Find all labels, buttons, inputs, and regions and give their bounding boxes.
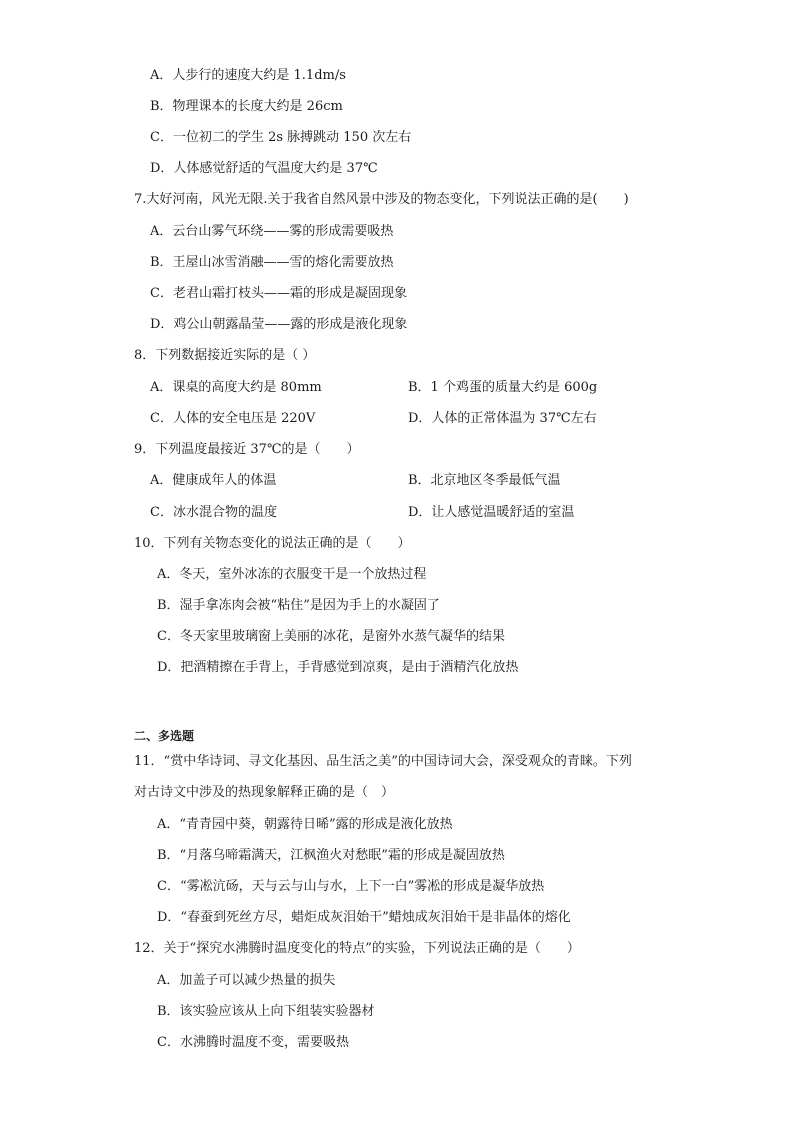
section-title-multiple-choice: 二、多选题 (134, 729, 195, 743)
q10-option-c: C．冬天家里玻璃窗上美丽的冰花，是窗外水蒸气凝华的结果 (157, 629, 505, 644)
q11-option-d: D．“春蚕到死丝方尽，蜡炬成灰泪始干”蜡烛成灰泪始干是非晶体的熔化 (157, 910, 571, 925)
q10-option-a: A．冬天，室外冰冻的衣服变干是一个放热过程 (157, 567, 427, 582)
q10-option-b: B．湿手拿冻肉会被“粘住”是因为手上的水凝固了 (157, 598, 440, 613)
q8-option-d: D．人体的正常体温为 37℃左右 (408, 411, 597, 426)
q9-option-d: D．让人感觉温暖舒适的室温 (408, 505, 575, 520)
q9-option-b: B．北京地区冬季最低气温 (408, 473, 561, 488)
q8-option-a: A．课桌的高度大约是 80mm (150, 380, 322, 395)
q8-stem: 8．下列数据接近实际的是（ ） (134, 348, 316, 363)
q9-option-c: C．冰水混合物的温度 (150, 505, 277, 520)
q7-stem: 7.大好河南，风光无限.关于我省自然风景中涉及的物态变化，下列说法正确的是( ) (134, 192, 629, 207)
q11-option-a: A．“青青园中葵，朝露待日晞”露的形成是液化放热 (157, 817, 453, 832)
q6-option-d: D．人体感觉舒适的气温度大约是 37℃ (150, 161, 378, 176)
q11-option-c: C．“雾凇沆砀，天与云与山与水，上下一白”雾凇的形成是凝华放热 (157, 879, 545, 894)
q12-stem: 12．关于“探究水沸腾时温度变化的特点”的实验，下列说法正确的是（ ） (134, 941, 580, 956)
q10-option-d: D．把酒精擦在手背上，手背感觉到凉爽，是由于酒精汽化放热 (157, 660, 519, 675)
q8-option-b: B．1 个鸡蛋的质量大约是 600g (408, 380, 598, 395)
q9-stem: 9．下列温度最接近 37℃的是（ ） (134, 442, 360, 457)
q7-option-d: D．鸡公山朝露晶莹——露的形成是液化现象 (150, 317, 408, 332)
q11-stem-line2: 对古诗文中涉及的热现象解释正确的是（ ） (134, 785, 395, 800)
q7-option-a: A．云台山雾气环绕——雾的形成需要吸热 (150, 224, 394, 239)
q9-option-a: A．健康成年人的体温 (150, 473, 277, 488)
q10-stem: 10．下列有关物态变化的说法正确的是（ ） (134, 536, 411, 551)
q6-option-c: C．一位初二的学生 2s 脉搏跳动 150 次左右 (150, 130, 412, 145)
q8-option-c: C．人体的安全电压是 220V (150, 411, 316, 426)
q6-option-b: B．物理课本的长度大约是 26cm (150, 99, 343, 114)
q11-stem-line1: 11．“赏中华诗词、寻文化基因、品生活之美”的中国诗词大会，深受观众的青睐。下列 (134, 754, 632, 769)
q11-option-b: B．“月落乌啼霜满天，江枫渔火对愁眠”霜的形成是凝固放热 (157, 848, 505, 863)
q12-option-a: A．加盖子可以减少热量的损失 (157, 973, 336, 988)
q7-option-c: C．老君山霜打枝头——霜的形成是凝固现象 (150, 286, 407, 301)
q6-option-a: A．人步行的速度大约是 1.1dm/s (150, 68, 346, 83)
q7-option-b: B．王屋山冰雪消融——雪的熔化需要放热 (150, 255, 394, 270)
q12-option-b: B．该实验应该从上向下组装实验器材 (157, 1004, 375, 1019)
q12-option-c: C．水沸腾时温度不变，需要吸热 (157, 1035, 349, 1050)
